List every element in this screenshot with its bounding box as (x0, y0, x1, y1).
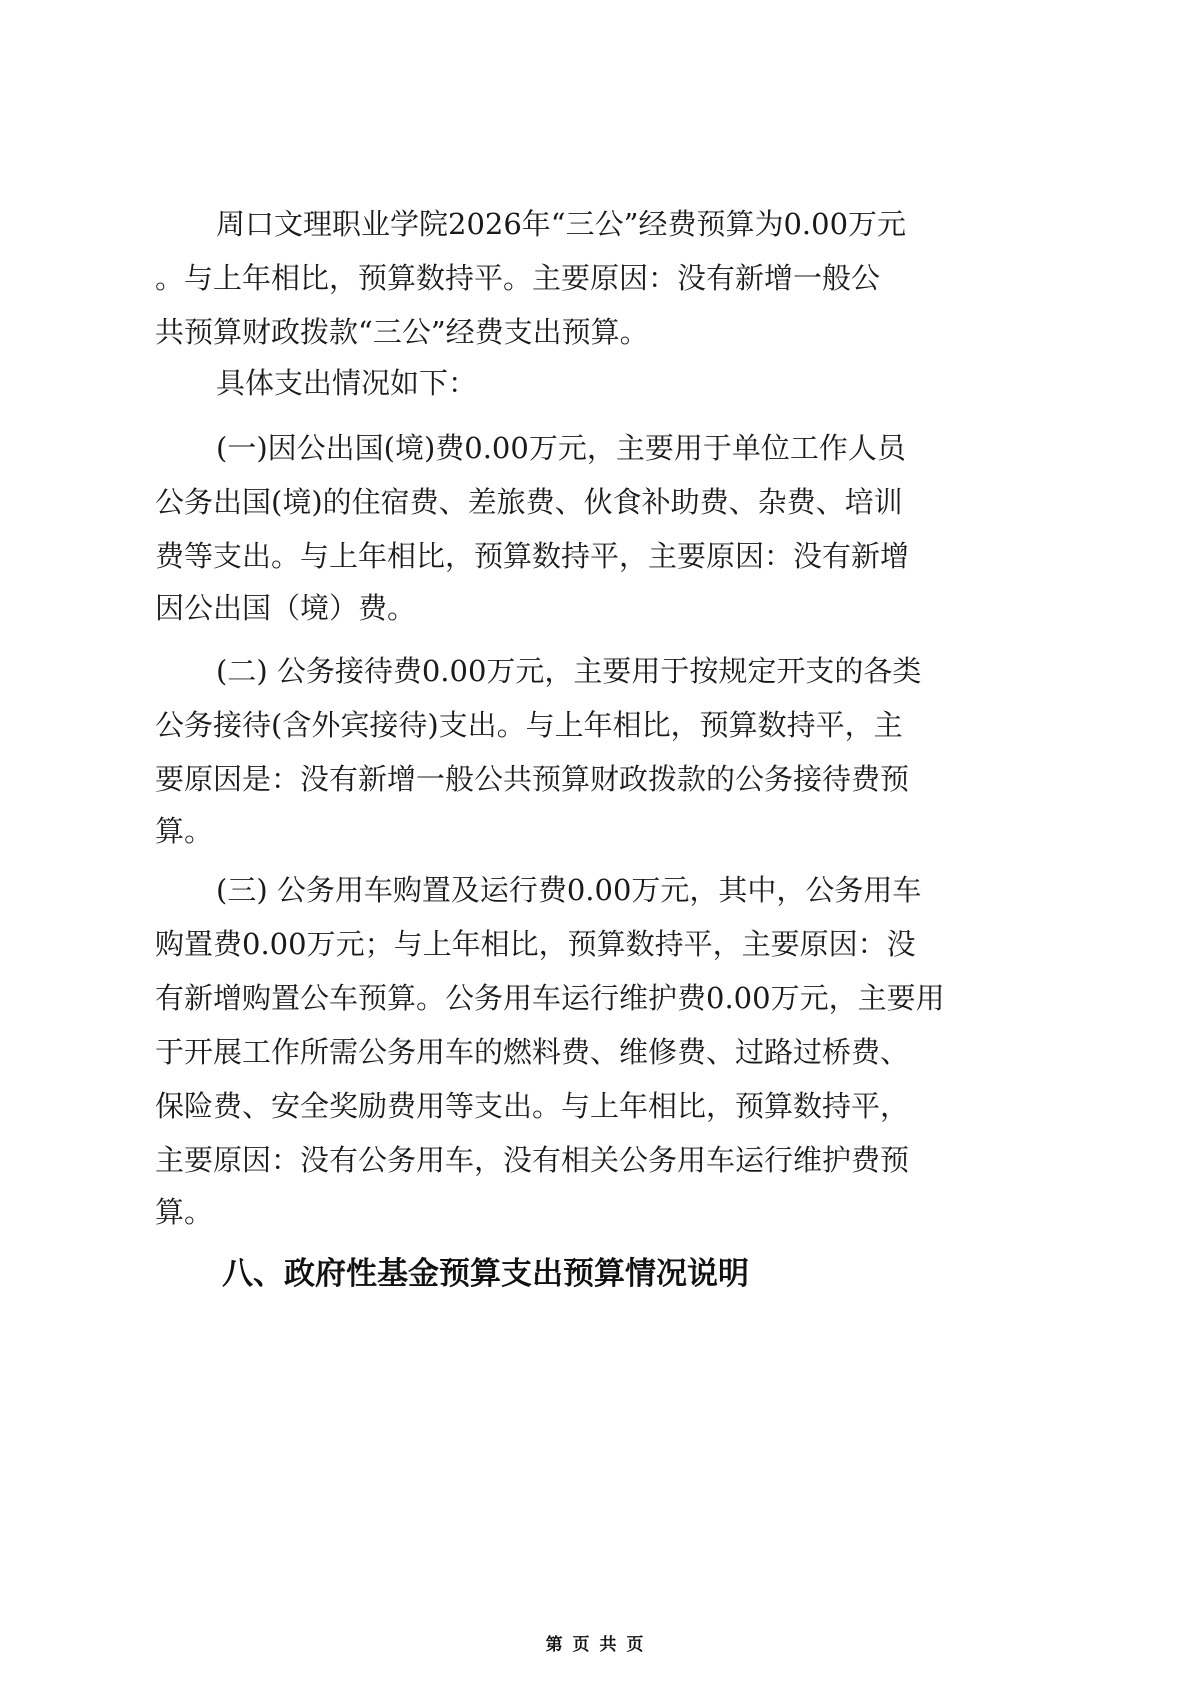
paragraph-1-line-3: 共预算财政拨款“三公”经费支出预算。 (155, 315, 649, 349)
paragraph-3-line-4: 因公出国（境）费。 (155, 591, 417, 625)
paragraph-3-line-1: (一)因公出国(境)费0.00万元，主要用于单位工作人员 (216, 431, 906, 465)
paragraph-5-line-3: 有新增购置公车预算。公务用车运行维护费0.00万元，主要用 (155, 981, 945, 1015)
paragraph-5-line-6: 主要原因：没有公务用车，没有相关公务用车运行维护费预 (155, 1143, 910, 1177)
paragraph-4-line-2: 公务接待(含外宾接待)支出。与上年相比，预算数持平，主 (155, 708, 903, 742)
paragraph-5-line-2: 购置费0.00万元；与上年相比，预算数持平，主要原因：没 (155, 927, 916, 961)
paragraph-5-line-1: (三) 公务用车购置及运行费0.00万元，其中，公务用车 (216, 873, 922, 907)
paragraph-4-line-1: (二) 公务接待费0.00万元，主要用于按规定开支的各类 (216, 654, 922, 688)
paragraph-5-line-5: 保险费、安全奖励费用等支出。与上年相比，预算数持平， (155, 1089, 910, 1123)
paragraph-1-line-1: 周口文理职业学院2026年“三公”经费预算为0.00万元 (216, 207, 907, 241)
page-footer: 第 页 共 页 (545, 1635, 646, 1655)
paragraph-3-line-3: 费等支出。与上年相比，预算数持平，主要原因：没有新增 (155, 539, 910, 573)
paragraph-4-line-3: 要原因是：没有新增一般公共预算财政拨款的公务接待费预 (155, 762, 910, 796)
section-heading: 八、政府性基金预算支出预算情况说明 (222, 1256, 749, 1292)
paragraph-1-line-2: 。与上年相比，预算数持平。主要原因：没有新增一般公 (155, 261, 881, 295)
paragraph-5-line-4: 于开展工作所需公务用车的燃料费、维修费、过路过桥费、 (155, 1035, 910, 1069)
paragraph-2-line-1: 具体支出情况如下： (216, 366, 478, 400)
paragraph-3-line-2: 公务出国(境)的住宿费、差旅费、伙食补助费、杂费、培训 (155, 485, 903, 519)
paragraph-5-line-7: 算。 (155, 1195, 214, 1229)
paragraph-4-line-4: 算。 (155, 814, 214, 848)
